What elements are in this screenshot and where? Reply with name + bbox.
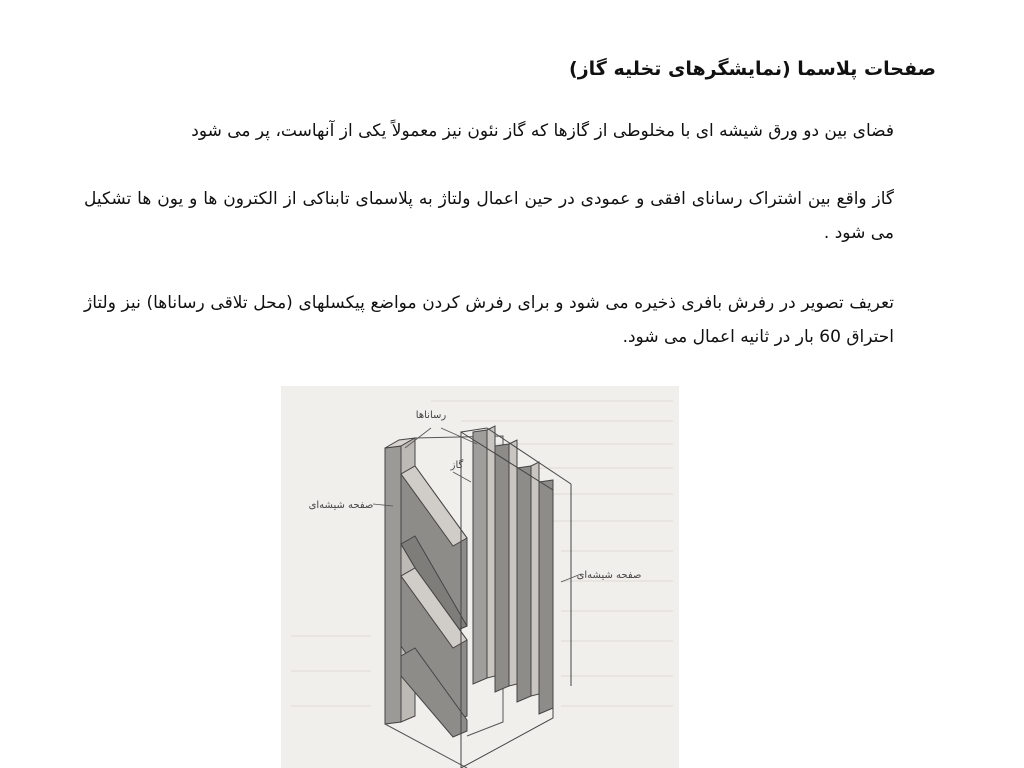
- label-glass-plate-left: صفحه شیشه‌ای: [308, 500, 374, 511]
- label-glass-plate-right: صفحه شیشه‌ای: [576, 570, 642, 581]
- plasma-panel-diagram: [281, 386, 679, 768]
- paragraph-1: فضای بین دو ورق شیشه ای با مخلوطی از گازها که گاز نئون نیز معمولاً یکی از آنهاست، پر می شود: [191, 121, 894, 141]
- label-gas: گاز: [450, 460, 464, 471]
- label-conductors: رساناها: [415, 410, 447, 421]
- paragraph-3: تعریف تصویر در رفرش بافری ذخیره می شود و برای رفرش کردن مواضع پیکسلهای (محل تلاقی رساناها) نیز ولتاژ احتراق 60 بار در ثانیه اعمال می شود.: [84, 293, 894, 347]
- slide-title: صفحات پلاسما (نمایشگرهای تخلیه گاز): [569, 58, 936, 80]
- paragraph-2: گاز واقع بین اشتراک رسانای افقی و عمودی در حین اعمال ولتاژ به پلاسمای تابناکی از الکترون ها و یون ها تشکیل می شود .: [84, 189, 894, 243]
